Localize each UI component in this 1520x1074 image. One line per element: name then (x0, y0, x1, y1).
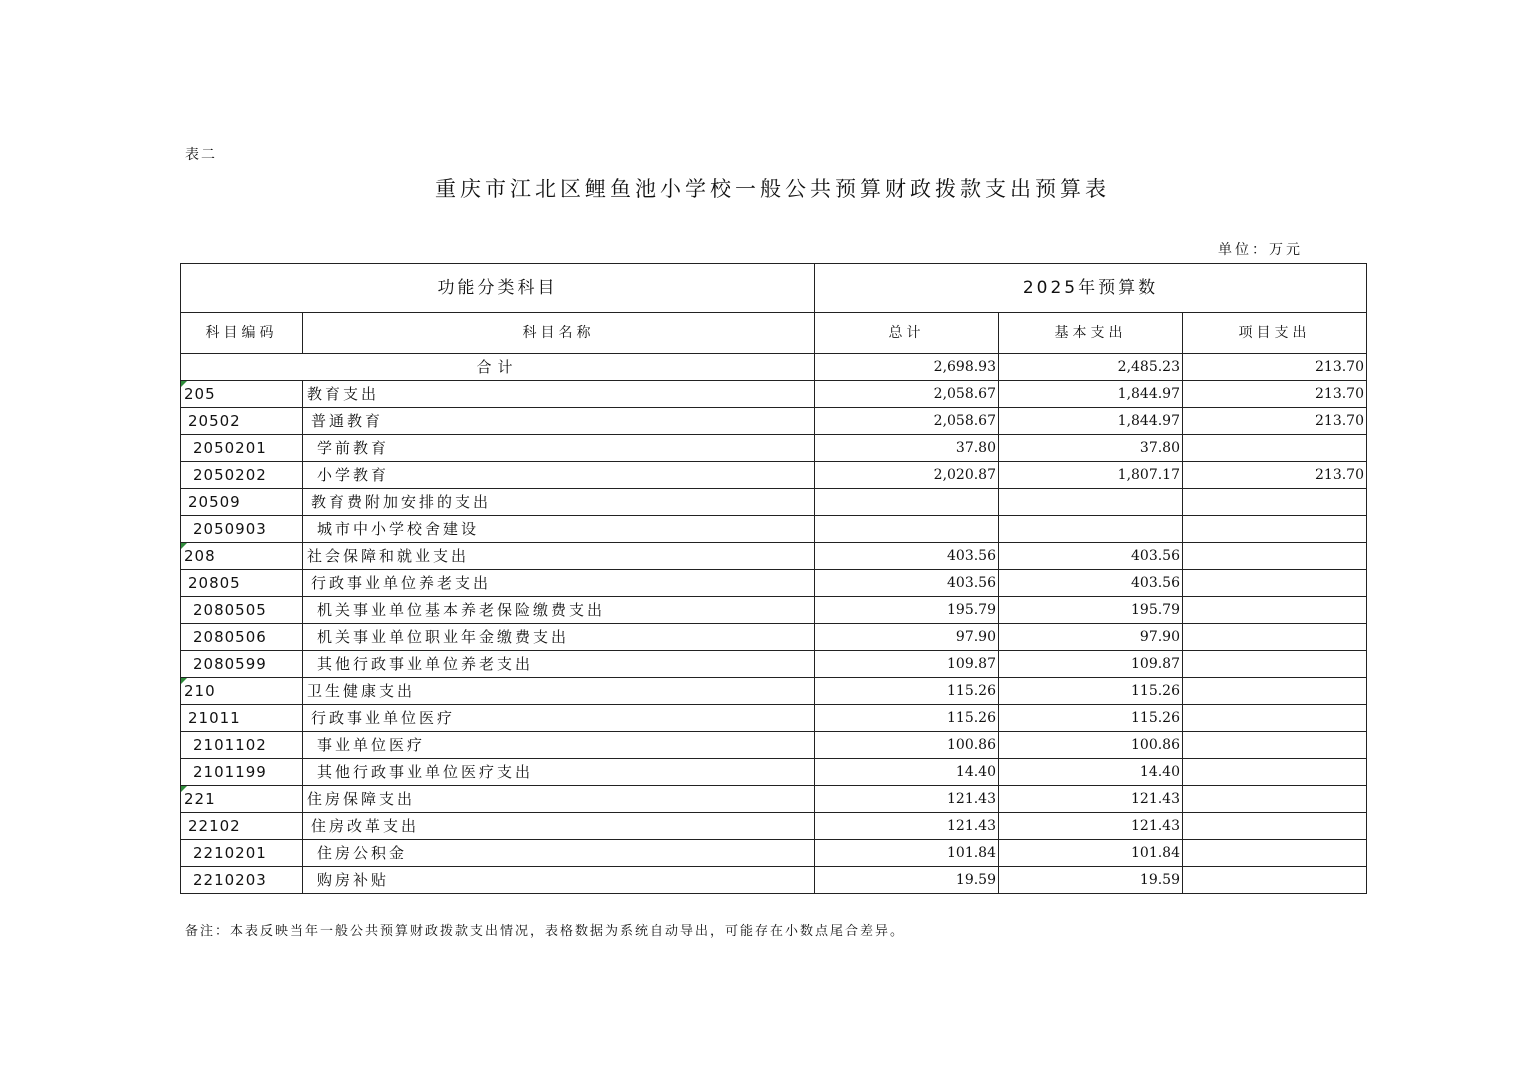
row-basic: 14.40 (999, 759, 1183, 786)
row-project (1183, 624, 1367, 651)
header-budget-2025: 2025年预算数 (815, 264, 1367, 313)
row-basic: 121.43 (999, 786, 1183, 813)
header-name: 科目名称 (303, 313, 815, 354)
row-basic: 97.90 (999, 624, 1183, 651)
table-row (181, 489, 1367, 516)
budget-table (180, 263, 1367, 894)
row-code-text: 205 (184, 385, 216, 403)
row-code-text: 2210201 (193, 844, 267, 862)
row-total: 14.40 (815, 759, 999, 786)
row-name: 机关事业单位基本养老保险缴费支出 (303, 597, 815, 624)
row-project (1183, 489, 1367, 516)
row-basic: 101.84 (999, 840, 1183, 867)
row-total: 109.87 (815, 651, 999, 678)
row-total: 2,020.87 (815, 462, 999, 489)
cell-marker-icon (181, 678, 187, 684)
row-code-text: 210 (184, 682, 216, 700)
row-code (181, 732, 303, 759)
row-basic: 1,807.17 (999, 462, 1183, 489)
row-name: 住房公积金 (303, 840, 815, 867)
row-basic (999, 489, 1183, 516)
row-total: 97.90 (815, 624, 999, 651)
row-basic: 403.56 (999, 570, 1183, 597)
row-name: 卫生健康支出 (303, 678, 815, 705)
row-code (181, 381, 303, 408)
row-basic: 37.80 (999, 435, 1183, 462)
row-code (181, 435, 303, 462)
table-row (181, 597, 1367, 624)
row-total: 121.43 (815, 786, 999, 813)
row-total: 115.26 (815, 705, 999, 732)
row-project (1183, 759, 1367, 786)
row-code (181, 786, 303, 813)
table-body (181, 264, 1367, 894)
row-name: 教育支出 (303, 381, 815, 408)
row-name: 普通教育 (303, 408, 815, 435)
row-code-text: 2050202 (193, 466, 267, 484)
row-total: 37.80 (815, 435, 999, 462)
row-basic: 115.26 (999, 705, 1183, 732)
row-code (181, 516, 303, 543)
footnote: 备注：本表反映当年一般公共预算财政拨款支出情况，表格数据为系统自动导出，可能存在小数点尾合差异。 (185, 924, 906, 939)
row-code-text: 2050201 (193, 439, 267, 457)
row-total: 403.56 (815, 570, 999, 597)
row-project (1183, 867, 1367, 894)
row-code (181, 462, 303, 489)
row-project (1183, 678, 1367, 705)
row-total (815, 489, 999, 516)
row-project (1183, 516, 1367, 543)
table-row (181, 570, 1367, 597)
table-row (181, 381, 1367, 408)
row-project (1183, 543, 1367, 570)
row-project: 213.70 (1183, 408, 1367, 435)
table-row (181, 759, 1367, 786)
row-total: 403.56 (815, 543, 999, 570)
table-row (181, 651, 1367, 678)
row-name: 学前教育 (303, 435, 815, 462)
total-basic: 2,485.23 (999, 354, 1183, 381)
row-name: 住房改革支出 (303, 813, 815, 840)
row-name: 其他行政事业单位养老支出 (303, 651, 815, 678)
row-code-text: 2080505 (193, 601, 267, 619)
row-code-text: 2050903 (193, 520, 267, 538)
table-row (181, 867, 1367, 894)
row-total: 2,058.67 (815, 408, 999, 435)
row-code (181, 840, 303, 867)
row-project (1183, 732, 1367, 759)
row-name: 其他行政事业单位医疗支出 (303, 759, 815, 786)
row-total: 19.59 (815, 867, 999, 894)
row-name: 小学教育 (303, 462, 815, 489)
row-project (1183, 813, 1367, 840)
row-code-text: 20509 (188, 493, 241, 511)
row-total: 121.43 (815, 813, 999, 840)
row-project (1183, 651, 1367, 678)
row-name: 行政事业单位养老支出 (303, 570, 815, 597)
table-row (181, 840, 1367, 867)
row-name: 社会保障和就业支出 (303, 543, 815, 570)
table-row (181, 678, 1367, 705)
row-name: 事业单位医疗 (303, 732, 815, 759)
header-code: 科目编码 (181, 313, 303, 354)
row-basic: 109.87 (999, 651, 1183, 678)
table-row (181, 462, 1367, 489)
row-basic: 1,844.97 (999, 408, 1183, 435)
cell-marker-icon (181, 543, 187, 549)
row-total: 2,058.67 (815, 381, 999, 408)
row-name: 机关事业单位职业年金缴费支出 (303, 624, 815, 651)
row-code-text: 20805 (188, 574, 241, 592)
row-total (815, 516, 999, 543)
row-basic: 115.26 (999, 678, 1183, 705)
total-row (181, 354, 1367, 381)
row-project: 213.70 (1183, 462, 1367, 489)
row-basic (999, 516, 1183, 543)
document-title: 重庆市江北区鲤鱼池小学校一般公共预算财政拨款支出预算表 (435, 177, 1110, 201)
row-code (181, 705, 303, 732)
row-basic: 403.56 (999, 543, 1183, 570)
row-code (181, 759, 303, 786)
table-row (181, 624, 1367, 651)
total-project: 213.70 (1183, 354, 1367, 381)
row-code-text: 21011 (188, 709, 241, 727)
header-basic: 基本支出 (999, 313, 1183, 354)
row-total: 101.84 (815, 840, 999, 867)
table-row (181, 408, 1367, 435)
header-project: 项目支出 (1183, 313, 1367, 354)
row-code-text: 2080599 (193, 655, 267, 673)
row-project (1183, 570, 1367, 597)
table-row (181, 516, 1367, 543)
header-row-group (181, 264, 1367, 313)
row-name: 住房保障支出 (303, 786, 815, 813)
row-code (181, 678, 303, 705)
row-code-text: 2101102 (193, 736, 267, 754)
row-total: 115.26 (815, 678, 999, 705)
row-basic: 121.43 (999, 813, 1183, 840)
row-project (1183, 435, 1367, 462)
row-basic: 195.79 (999, 597, 1183, 624)
header-total: 总计 (815, 313, 999, 354)
header-functional-classification: 功能分类科目 (181, 264, 815, 313)
row-basic: 1,844.97 (999, 381, 1183, 408)
row-code (181, 543, 303, 570)
cell-marker-icon (181, 786, 187, 792)
row-basic: 19.59 (999, 867, 1183, 894)
row-code (181, 570, 303, 597)
row-code-text: 2080506 (193, 628, 267, 646)
row-project (1183, 597, 1367, 624)
row-code (181, 489, 303, 516)
total-total: 2,698.93 (815, 354, 999, 381)
table-row (181, 732, 1367, 759)
total-label: 合计 (181, 354, 815, 381)
row-code (181, 624, 303, 651)
row-code-text: 2101199 (193, 763, 267, 781)
row-project (1183, 705, 1367, 732)
row-code (181, 813, 303, 840)
row-project (1183, 786, 1367, 813)
row-total: 100.86 (815, 732, 999, 759)
row-code-text: 208 (184, 547, 216, 565)
table-row (181, 543, 1367, 570)
row-code (181, 597, 303, 624)
row-project (1183, 840, 1367, 867)
table-row (181, 705, 1367, 732)
row-name: 行政事业单位医疗 (303, 705, 815, 732)
row-project: 213.70 (1183, 381, 1367, 408)
row-code (181, 867, 303, 894)
table-label: 表二 (185, 147, 217, 163)
unit-label: 单位：万元 (1218, 242, 1303, 258)
row-total: 195.79 (815, 597, 999, 624)
row-code-text: 221 (184, 790, 216, 808)
row-name: 教育费附加安排的支出 (303, 489, 815, 516)
cell-marker-icon (181, 381, 187, 387)
row-code (181, 651, 303, 678)
row-code-text: 22102 (188, 817, 241, 835)
row-code-text: 20502 (188, 412, 241, 430)
table-row (181, 813, 1367, 840)
row-code-text: 2210203 (193, 871, 267, 889)
row-code (181, 408, 303, 435)
row-basic: 100.86 (999, 732, 1183, 759)
row-name: 城市中小学校舍建设 (303, 516, 815, 543)
table-row (181, 435, 1367, 462)
header-row-columns (181, 313, 1367, 354)
table-row (181, 786, 1367, 813)
row-name: 购房补贴 (303, 867, 815, 894)
